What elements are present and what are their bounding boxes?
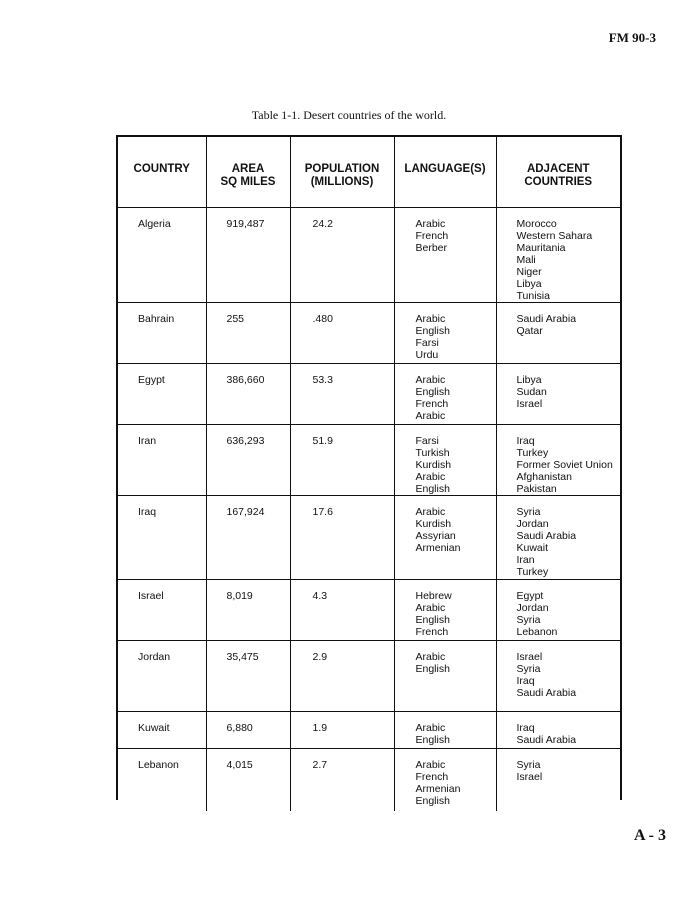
adjacent-country-item: Jordan	[516, 601, 549, 614]
adjacent-country-item: Israel	[516, 397, 543, 410]
cell-area	[206, 640, 290, 711]
data-table	[118, 137, 620, 811]
table-header-row	[118, 137, 620, 207]
cell-population	[290, 495, 394, 579]
language-item: Arabic	[415, 470, 446, 483]
cell-area	[206, 579, 290, 640]
cell-country	[118, 711, 206, 748]
language-item: English	[415, 324, 450, 337]
population-value: .480	[312, 312, 333, 325]
cell-country	[118, 207, 206, 302]
cell-population	[290, 302, 394, 363]
document-code: FM 90-3	[608, 30, 656, 45]
cell-adjacent	[496, 495, 620, 579]
area-value: 386,660	[226, 373, 265, 386]
area-value: 8,019	[226, 589, 253, 602]
table-row	[118, 495, 620, 579]
area-value: 167,924	[226, 505, 265, 518]
column-header-area	[206, 137, 290, 207]
table-row	[118, 640, 620, 711]
cell-languages	[394, 711, 496, 748]
population-value: 1.9	[312, 721, 328, 734]
country-value: Lebanon	[138, 758, 179, 771]
language-item: Armenian	[415, 782, 461, 795]
adjacent-country-item: Egypt	[516, 589, 544, 602]
population-value: 2.7	[312, 758, 328, 771]
adjacent-country-item: Iran	[516, 553, 535, 566]
cell-languages	[394, 748, 496, 811]
cell-languages	[394, 363, 496, 424]
country-value: Iran	[138, 434, 157, 447]
adjacent-country-item: Mauritania	[516, 241, 566, 254]
table-row	[118, 302, 620, 363]
cell-languages	[394, 424, 496, 495]
area-value: 4,015	[226, 758, 253, 771]
cell-area	[206, 363, 290, 424]
cell-area	[206, 495, 290, 579]
country-value: Kuwait	[138, 721, 170, 734]
adjacent-country-item: Iraq	[516, 721, 535, 734]
population-value: 17.6	[312, 505, 333, 518]
language-item: Armenian	[415, 541, 461, 554]
language-item: Kurdish	[415, 517, 452, 530]
adjacent-country-item: Syria	[516, 505, 541, 518]
language-item: Kurdish	[415, 458, 452, 471]
language-item: English	[415, 662, 450, 675]
adjacent-country-item: Former Soviet Union	[516, 458, 613, 471]
cell-population	[290, 424, 394, 495]
language-item: Arabic	[415, 758, 446, 771]
column-header-line: POPULATION	[304, 163, 380, 175]
population-value: 24.2	[312, 217, 333, 230]
table-row	[118, 424, 620, 495]
adjacent-country-item: Mali	[516, 253, 536, 266]
adjacent-country-item: Morocco	[516, 217, 557, 230]
language-item: Assyrian	[415, 529, 456, 542]
cell-adjacent	[496, 711, 620, 748]
adjacent-country-item: Syria	[516, 758, 541, 771]
column-header-country	[118, 137, 206, 207]
population-value: 51.9	[312, 434, 333, 447]
table-body	[118, 207, 620, 811]
table-row	[118, 207, 620, 302]
column-header-languages	[394, 137, 496, 207]
cell-languages	[394, 207, 496, 302]
area-value: 35,475	[226, 650, 259, 663]
adjacent-country-item: Syria	[516, 613, 541, 626]
adjacent-country-item: Niger	[516, 265, 542, 278]
language-item: Arabic	[415, 217, 446, 230]
adjacent-country-item: Western Sahara	[516, 229, 593, 242]
cell-adjacent	[496, 207, 620, 302]
cell-languages	[394, 495, 496, 579]
cell-adjacent	[496, 579, 620, 640]
cell-area	[206, 748, 290, 811]
cell-population	[290, 640, 394, 711]
column-header-line: COUNTRY	[133, 163, 190, 175]
adjacent-country-item: Kuwait	[516, 541, 549, 554]
cell-population	[290, 711, 394, 748]
cell-population	[290, 579, 394, 640]
column-header-line: AREA	[231, 163, 265, 175]
language-item: Farsi	[415, 336, 439, 349]
cell-country	[118, 363, 206, 424]
area-value: 919,487	[226, 217, 265, 230]
adjacent-country-item: Saudi Arabia	[516, 312, 577, 325]
adjacent-country-item: Saudi Arabia	[516, 733, 577, 746]
cell-adjacent	[496, 302, 620, 363]
adjacent-country-item: Israel	[516, 650, 543, 663]
cell-country	[118, 640, 206, 711]
table-row	[118, 711, 620, 748]
country-value: Egypt	[138, 373, 165, 386]
language-item: Berber	[415, 241, 448, 254]
language-item: Arabic	[415, 721, 446, 734]
adjacent-country-item: Israel	[516, 770, 543, 783]
column-header-line: COUNTRIES	[524, 176, 593, 188]
adjacent-country-item: Jordan	[516, 517, 549, 530]
cell-languages	[394, 302, 496, 363]
population-value: 2.9	[312, 650, 328, 663]
column-header-line: ADJACENT	[526, 163, 590, 175]
cell-area	[206, 424, 290, 495]
cell-adjacent	[496, 424, 620, 495]
page-number: A - 3	[634, 827, 666, 844]
column-header-population	[290, 137, 394, 207]
language-item: Arabic	[415, 505, 446, 518]
cell-languages	[394, 579, 496, 640]
language-item: English	[415, 733, 450, 746]
language-item: Farsi	[415, 434, 439, 447]
table-row	[118, 579, 620, 640]
cell-country	[118, 302, 206, 363]
cell-languages	[394, 640, 496, 711]
cell-adjacent	[496, 748, 620, 811]
language-item: French	[415, 625, 449, 638]
adjacent-country-item: Iraq	[516, 434, 535, 447]
language-item: Arabic	[415, 312, 446, 325]
language-item: Hebrew	[415, 589, 452, 602]
table-row	[118, 748, 620, 811]
cell-adjacent	[496, 363, 620, 424]
language-item: English	[415, 794, 450, 807]
cell-area	[206, 302, 290, 363]
language-item: Arabic	[415, 650, 446, 663]
adjacent-country-item: Qatar	[516, 324, 543, 337]
adjacent-country-item: Syria	[516, 662, 541, 675]
column-header-line: (MILLIONS)	[310, 176, 374, 188]
cell-population	[290, 748, 394, 811]
language-item: Urdu	[415, 348, 439, 361]
country-value: Iraq	[138, 505, 157, 518]
cell-country	[118, 495, 206, 579]
language-item: Arabic	[415, 409, 446, 422]
adjacent-country-item: Libya	[516, 373, 542, 386]
language-item: French	[415, 229, 449, 242]
language-item: French	[415, 397, 449, 410]
cell-country	[118, 748, 206, 811]
adjacent-country-item: Iraq	[516, 674, 535, 687]
table-row	[118, 363, 620, 424]
adjacent-country-item: Saudi Arabia	[516, 529, 577, 542]
table-caption: Table 1-1. Desert countries of the world.	[251, 108, 447, 122]
language-item: Arabic	[415, 373, 446, 386]
country-value: Algeria	[138, 217, 171, 230]
adjacent-country-item: Afghanistan	[516, 470, 572, 483]
language-item: English	[415, 385, 450, 398]
cell-area	[206, 711, 290, 748]
population-value: 53.3	[312, 373, 333, 386]
population-value: 4.3	[312, 589, 328, 602]
column-header-line: LANGUAGE(S)	[404, 163, 486, 175]
language-item: English	[415, 482, 450, 495]
cell-area	[206, 207, 290, 302]
adjacent-country-item: Libya	[516, 277, 542, 290]
language-item: Turkish	[415, 446, 450, 459]
cell-country	[118, 424, 206, 495]
area-value: 255	[226, 312, 245, 325]
cell-population	[290, 363, 394, 424]
language-item: French	[415, 770, 449, 783]
adjacent-country-item: Sudan	[516, 385, 547, 398]
adjacent-country-item: Turkey	[516, 565, 549, 578]
adjacent-country-item: Turkey	[516, 446, 549, 459]
desert-countries-table	[116, 135, 622, 807]
cell-adjacent	[496, 640, 620, 711]
area-value: 6,880	[226, 721, 253, 734]
country-value: Bahrain	[138, 312, 175, 325]
adjacent-country-item: Saudi Arabia	[516, 686, 577, 699]
column-header-line: SQ MILES	[220, 176, 276, 188]
column-header-adjacent	[496, 137, 620, 207]
cell-country	[118, 579, 206, 640]
adjacent-country-item: Pakistan	[516, 482, 557, 495]
cell-population	[290, 207, 394, 302]
country-value: Jordan	[138, 650, 171, 663]
area-value: 636,293	[226, 434, 265, 447]
language-item: English	[415, 613, 450, 626]
language-item: Arabic	[415, 601, 446, 614]
country-value: Israel	[138, 589, 164, 602]
adjacent-country-item: Tunisia	[516, 289, 550, 302]
adjacent-country-item: Lebanon	[516, 625, 558, 638]
